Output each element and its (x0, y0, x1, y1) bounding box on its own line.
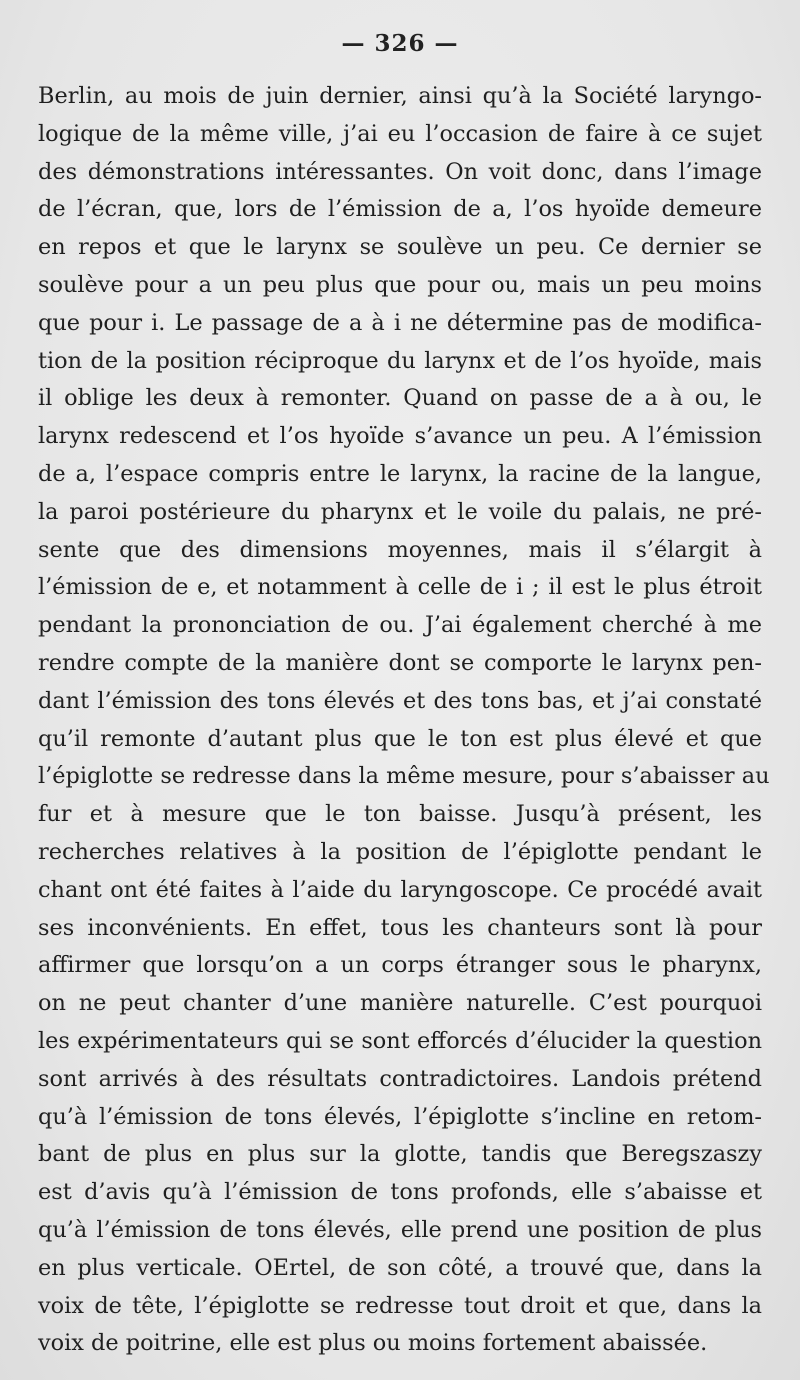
text-line: pendant la prononciation de ou. J’ai également cherché à me (38, 612, 762, 639)
text-line: que pour i. Le passage de a à i ne détermine pas de modifica- (38, 309, 762, 336)
text-line: de a, l’espace compris entre le larynx, la racine de la langue, (38, 460, 762, 487)
body-text (38, 78, 770, 1363)
text-line: logique de la même ville, j’ai eu l’occasion de faire à ce sujet (38, 120, 762, 147)
text-line: sente que des dimensions moyennes, mais il s’élargit à (38, 536, 762, 563)
text-line: bant de plus en plus sur la glotte, tandis que Beregszaszy (38, 1141, 762, 1168)
text-line: des démonstrations intéressantes. On voit donc, dans l’image (38, 158, 762, 185)
text-line: en plus verticale. OErtel, de son côté, a trouvé que, dans la (38, 1254, 762, 1281)
text-line: l’épiglotte se redresse dans la même mesure, pour s’abaisser au (38, 763, 770, 790)
text-line: chant ont été faites à l’aide du laryngoscope. Ce procédé avait (38, 876, 762, 903)
text-line: voix de poitrine, elle est plus ou moins fortement abaissée. (38, 1330, 708, 1357)
text-line: qu’à l’émission de tons élevés, elle prend une position de plus (38, 1216, 762, 1243)
text-line: tion de la position réciproque du larynx et de l’os hyoïde, mais (38, 347, 762, 374)
text-line: est d’avis qu’à l’émission de tons profonds, elle s’abaisse et (38, 1179, 762, 1206)
text-line: ses inconvénients. En effet, tous les chanteurs sont là pour (38, 914, 762, 941)
text-line: affirmer que lorsqu’on a un corps étranger sous le pharynx, (38, 952, 762, 979)
text-line: les expérimentateurs qui se sont efforcés d’élucider la question (38, 1027, 762, 1054)
text-line: la paroi postérieure du pharynx et le voile du palais, ne pré- (38, 498, 762, 525)
page-number: — 326 — (341, 30, 459, 57)
text-line: l’émission de e, et notamment à celle de i ; il est le plus étroit (38, 574, 762, 601)
text-line: de l’écran, que, lors de l’émission de a, l’os hyoïde demeure (38, 196, 762, 223)
text-line: fur et à mesure que le ton baisse. Jusqu’à présent, les (38, 801, 762, 828)
text-line: rendre compte de la manière dont se comporte le larynx pen- (38, 649, 762, 676)
text-line: qu’il remonte d’autant plus que le ton est plus élevé et que (38, 725, 762, 752)
text-line: soulève pour a un peu plus que pour ou, mais un peu moins (38, 271, 762, 298)
text-line: on ne peut chanter d’une manière naturelle. C’est pourquoi (38, 990, 762, 1017)
text-line: il oblige les deux à remonter. Quand on passe de a à ou, le (38, 385, 762, 412)
text-line: dant l’émission des tons élevés et des tons bas, et j’ai constaté (38, 687, 762, 714)
text-line: recherches relatives à la position de l’épiglotte pendant le (38, 838, 762, 865)
text-line: voix de tête, l’épiglotte se redresse tout droit et que, dans la (38, 1292, 762, 1319)
text-line: en repos et que le larynx se soulève un peu. Ce dernier se (38, 234, 762, 261)
text-line: qu’à l’émission de tons élevés, l’épiglotte s’incline en retom- (38, 1103, 762, 1130)
text-line: sont arrivés à des résultats contradictoires. Landois prétend (38, 1065, 762, 1092)
text-line: Berlin, au mois de juin dernier, ainsi qu’à la Société laryngo- (38, 83, 762, 109)
text-line: larynx redescend et l’os hyoïde s’avance un peu. A l’émission (38, 423, 762, 450)
